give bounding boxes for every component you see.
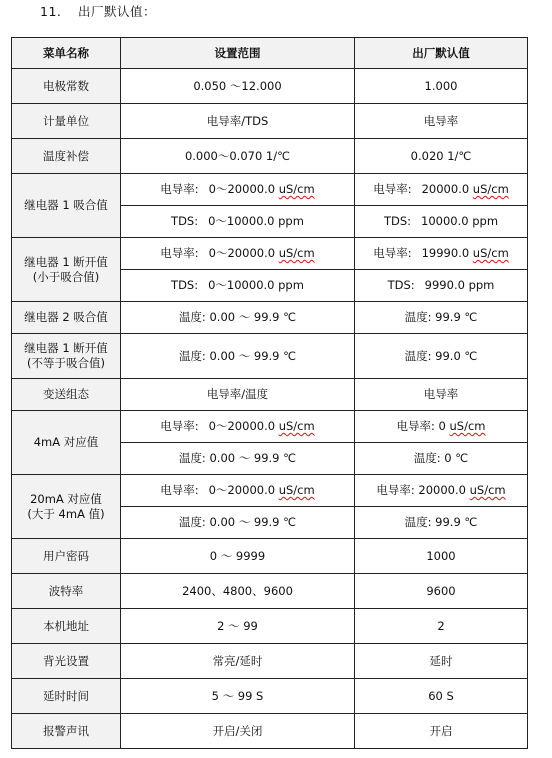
row-range: 电导率: 0～20000.0 uS/cm xyxy=(121,475,355,507)
row-default: 1.000 xyxy=(355,69,528,104)
section-number: 11. xyxy=(40,4,62,19)
row-name: 变送组态 xyxy=(12,379,121,411)
row-range: 电导率/TDS xyxy=(121,104,355,139)
row-range: 温度: 0.00 ～ 99.9 ℃ xyxy=(121,302,355,334)
table-row xyxy=(12,302,528,334)
row-default: 温度: 0 ℃ xyxy=(355,443,528,475)
table-row xyxy=(12,574,528,609)
row-default: 温度: 99.9 ℃ xyxy=(355,302,528,334)
row-default: 温度: 99.9 ℃ xyxy=(355,507,528,539)
row-range: 0.000～0.070 1/℃ xyxy=(121,139,355,174)
table-row xyxy=(12,644,528,679)
row-default: 电导率 xyxy=(355,104,528,139)
header-setting-range: 设置范围 xyxy=(121,38,355,69)
row-range: 温度: 0.00 ～ 99.9 ℃ xyxy=(121,334,355,379)
row-name: 计量单位 xyxy=(12,104,121,139)
table-row xyxy=(12,475,528,507)
row-range: 5 ～ 99 S xyxy=(121,679,355,714)
row-name: 电极常数 xyxy=(12,69,121,104)
row-default: TDS: 9990.0 ppm xyxy=(355,270,528,302)
table-row xyxy=(12,379,528,411)
section-title: 出厂默认值： xyxy=(78,4,157,19)
row-name: 报警声讯 xyxy=(12,714,121,749)
row-default: 电导率: 20000.0 uS/cm xyxy=(355,475,528,507)
row-default: 9600 xyxy=(355,574,528,609)
row-range: 温度: 0.00 ～ 99.9 ℃ xyxy=(121,507,355,539)
row-name: 温度补偿 xyxy=(12,139,121,174)
factory-defaults-table xyxy=(11,37,528,749)
table-row xyxy=(12,69,528,104)
row-name: 延时时间 xyxy=(12,679,121,714)
row-default: 0.020 1/℃ xyxy=(355,139,528,174)
row-default: TDS: 10000.0 ppm xyxy=(355,206,528,238)
row-name: 继电器 1 断开值 (小于吸合值) xyxy=(12,238,121,302)
row-range: TDS: 0～10000.0 ppm xyxy=(121,206,355,238)
row-name: 本机地址 xyxy=(12,609,121,644)
row-default: 延时 xyxy=(355,644,528,679)
row-default: 温度: 99.0 ℃ xyxy=(355,334,528,379)
row-range: 电导率/温度 xyxy=(121,379,355,411)
row-name: 4mA 对应值 xyxy=(12,411,121,475)
row-name: 波特率 xyxy=(12,574,121,609)
row-range: 2 ～ 99 xyxy=(121,609,355,644)
row-name: 继电器 2 吸合值 xyxy=(12,302,121,334)
row-range: 2400、4800、9600 xyxy=(121,574,355,609)
row-range: 电导率: 0～20000.0 uS/cm xyxy=(121,411,355,443)
table-row xyxy=(12,539,528,574)
row-default: 60 S xyxy=(355,679,528,714)
row-name: 继电器 1 断开值 (不等于吸合值) xyxy=(12,334,121,379)
row-range: 电导率: 0～20000.0 uS/cm xyxy=(121,238,355,270)
row-range: 0.050 ～12.000 xyxy=(121,69,355,104)
row-range: 电导率: 0～20000.0 uS/cm xyxy=(121,174,355,206)
table-row xyxy=(12,174,528,206)
table-row xyxy=(12,238,528,270)
table-row xyxy=(12,104,528,139)
row-default: 电导率: 0 uS/cm xyxy=(355,411,528,443)
row-name: 继电器 1 吸合值 xyxy=(12,174,121,238)
header-menu-name: 菜单名称 xyxy=(12,38,121,69)
table-row xyxy=(12,334,528,379)
table-row xyxy=(12,609,528,644)
row-name: 背光设置 xyxy=(12,644,121,679)
row-range: TDS: 0～10000.0 ppm xyxy=(121,270,355,302)
table-row xyxy=(12,679,528,714)
row-range: 开启/关闭 xyxy=(121,714,355,749)
row-default: 电导率 xyxy=(355,379,528,411)
row-default: 1000 xyxy=(355,539,528,574)
row-range: 常亮/延时 xyxy=(121,644,355,679)
row-name: 20mA 对应值 (大于 4mA 值) xyxy=(12,475,121,539)
row-default: 电导率: 19990.0 uS/cm xyxy=(355,238,528,270)
row-range: 温度: 0.00 ～ 99.9 ℃ xyxy=(121,443,355,475)
table-row xyxy=(12,411,528,443)
section-heading xyxy=(40,2,156,20)
table-row xyxy=(12,714,528,749)
row-default: 开启 xyxy=(355,714,528,749)
row-default: 2 xyxy=(355,609,528,644)
row-name: 用户密码 xyxy=(12,539,121,574)
row-range: 0 ～ 9999 xyxy=(121,539,355,574)
table-row xyxy=(12,139,528,174)
row-default: 电导率: 20000.0 uS/cm xyxy=(355,174,528,206)
header-factory-default: 出厂默认值 xyxy=(355,38,528,69)
header-row xyxy=(12,38,528,69)
